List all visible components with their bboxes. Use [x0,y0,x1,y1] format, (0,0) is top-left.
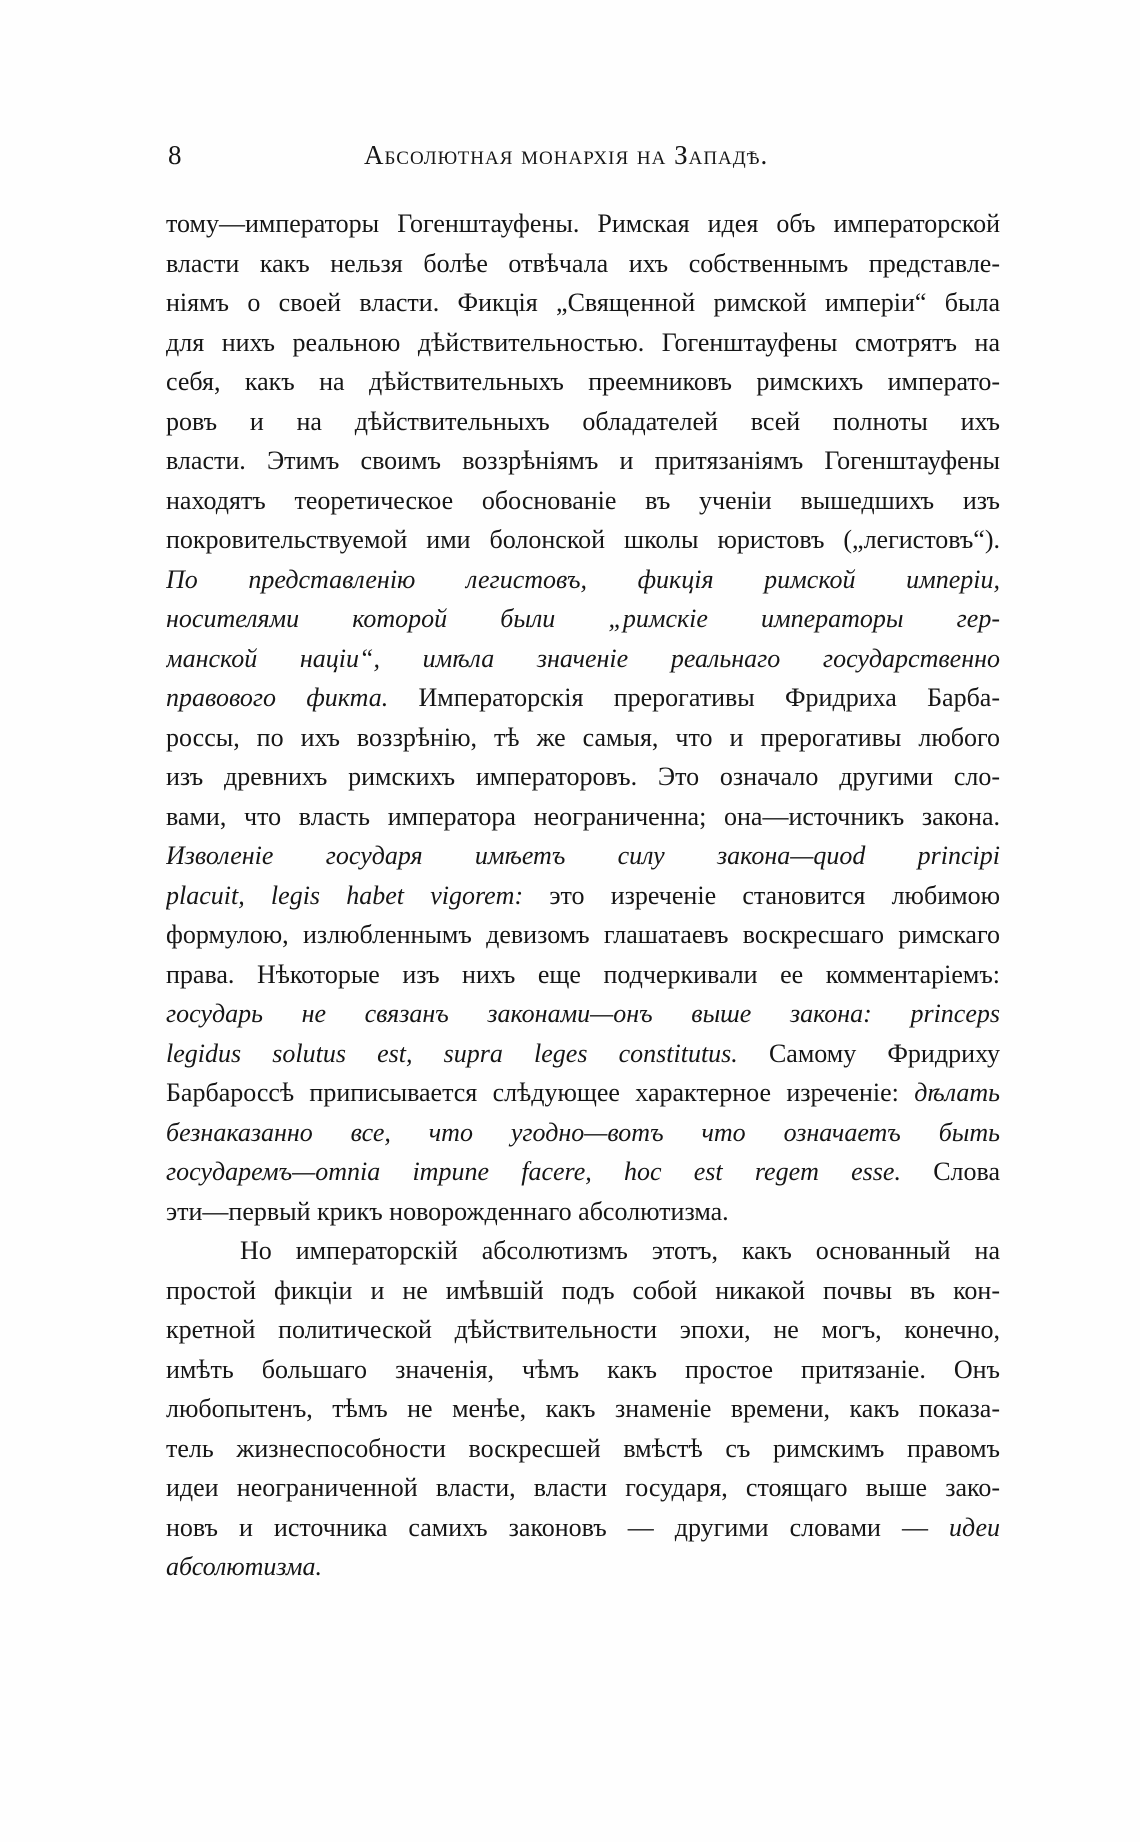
italic-text-run: государь не связанъ законами—онъ выше закона: princeps [166,999,1000,1028]
text-run: себя, какъ на дѣйствительныхъ преемниковъ римскихъ императо- [166,367,1000,396]
italic-text-run: дѣлать [914,1078,1000,1107]
italic-text-run: манской націи“, имѣла значеніе реальнаго государственно [166,643,1000,673]
italic-text-run: идеи [948,1512,1000,1542]
text-line [166,1073,1000,1113]
italic-text-run: По представленію легистовъ, фикція римской имперіи, [166,564,1000,594]
text-line [166,639,1000,679]
text-line [166,204,1000,244]
text-line [166,599,1000,639]
text-line [166,797,1000,837]
text-line [166,520,1000,560]
text-line [166,1508,1000,1548]
text-run: россы, по ихъ воззрѣнію, тѣ же самыя, что и прерогативы любого [166,722,1000,752]
text-run: Барбароссѣ приписывается слѣдующее характерное изреченіе: [166,1078,915,1107]
text-run: тому—императоры Гогенштауфены. Римская идея объ императорской [166,209,1000,238]
italic-text-run: правового фикта. [166,683,389,712]
italic-text-run: носителями которой были „римскіе императоры гер- [166,604,1000,633]
text-line [166,1468,1000,1508]
text-run: изъ древнихъ римскихъ императоровъ. Это означало другими сло- [166,762,1000,791]
text-line [166,1192,1000,1232]
text-line [166,757,1000,797]
text-line [166,836,1000,876]
text-run: Но императорскій абсолютизмъ этотъ, какъ основанный на [240,1236,1000,1265]
text-line [166,718,1000,758]
italic-text-run: абсолютизма. [166,1552,323,1581]
text-run: идеи неограниченной власти, власти государя, стоящаго выше зако- [166,1473,1000,1502]
text-run: власти какъ нельзя болѣе отвѣчала ихъ собственнымъ представле- [166,248,1000,278]
text-run: имѣть большаго значенія, чѣмъ какъ простое притязаніе. Онъ [166,1354,1000,1384]
text-run: Самому Фридриху [737,1038,1000,1068]
text-run: ніямъ о своей власти. Фикція „Священной римской имперіи“ была [166,288,1000,317]
page-header [168,140,1000,180]
text-run: Слова [900,1157,1000,1186]
text-run: формулою, излюбленнымъ девизомъ глашатаевъ воскресшаго римскаго [166,920,1000,949]
text-run: находятъ теоретическое обоснованіе въ ученіи вышедшихъ изъ [166,485,1000,515]
text-line [166,994,1000,1034]
text-line [166,362,1000,402]
text-run: Императорскія прерогативы Фридриха Барба- [388,683,1000,712]
text-line [166,915,1000,955]
text-line [166,481,1000,521]
text-line [166,1547,1000,1587]
text-line [166,402,1000,442]
text-run: новъ и источника самихъ законовъ — другими словами — [166,1512,949,1542]
text-run: тель жизнеспособности воскресшей вмѣстѣ съ римскимъ правомъ [166,1433,1000,1463]
text-run: ровъ и на дѣйствительныхъ обладателей всей полноты ихъ [166,406,1000,436]
text-line [166,1113,1000,1153]
text-run: эти—первый крикъ новорожденнаго абсолютизма. [166,1196,729,1226]
text-line [166,244,1000,284]
text-line [166,560,1000,600]
text-run: простой фикціи и не имѣвшій подъ собой никакой почвы въ кон- [166,1275,1000,1305]
italic-text-run: Изволеніе государя имѣетъ силу закона—quod principi [166,841,1000,870]
text-run: любопытенъ, тѣмъ не менѣе, какъ знаменіе времени, какъ показа- [166,1394,1000,1423]
text-line [166,876,1000,916]
text-run: это изреченіе становится любимою [523,880,1000,910]
italic-text-run: государемъ—omnia impune facere, hoc est regem esse. [166,1157,901,1186]
text-line [166,1034,1000,1074]
text-line [166,441,1000,481]
italic-text-run: legidus solutus est, supra leges constitutus. [166,1038,738,1068]
text-run: для нихъ реальною дѣйствительностью. Гогенштауфены смотрятъ на [166,327,1000,357]
text-run: кретной политической дѣйствительности эпохи, не могъ, конечно, [166,1315,1000,1344]
text-line [166,1350,1000,1390]
text-line [166,1271,1000,1311]
text-run: вами, что власть императора неограниченна; она—источникъ закона. [166,801,1000,831]
text-line [166,1152,1000,1192]
text-run: покровительствуемой ими болонской школы юристовъ („легистовъ“). [166,525,1000,554]
text-line [166,1389,1000,1429]
text-run: права. Нѣкоторые изъ нихъ еще подчеркивали ее комментаріемъ: [166,959,1000,989]
italic-text-run: безнаказанно все, что угодно—вотъ что означаетъ быть [166,1117,1000,1147]
page-number: 8 [168,140,182,170]
body-text [166,204,1000,1587]
running-title: Абсолютная монархія на Западѣ. [364,140,769,170]
text-line [166,678,1000,718]
text-line [166,283,1000,323]
text-line [166,1231,1000,1271]
italic-text-run: placuit, legis habet vigorem: [166,880,524,910]
text-line [166,955,1000,995]
text-line [166,1310,1000,1350]
text-line [166,1429,1000,1469]
text-line [166,323,1000,363]
text-run: власти. Этимъ своимъ воззрѣніямъ и притязаніямъ Гогенштауфены [166,446,1000,475]
